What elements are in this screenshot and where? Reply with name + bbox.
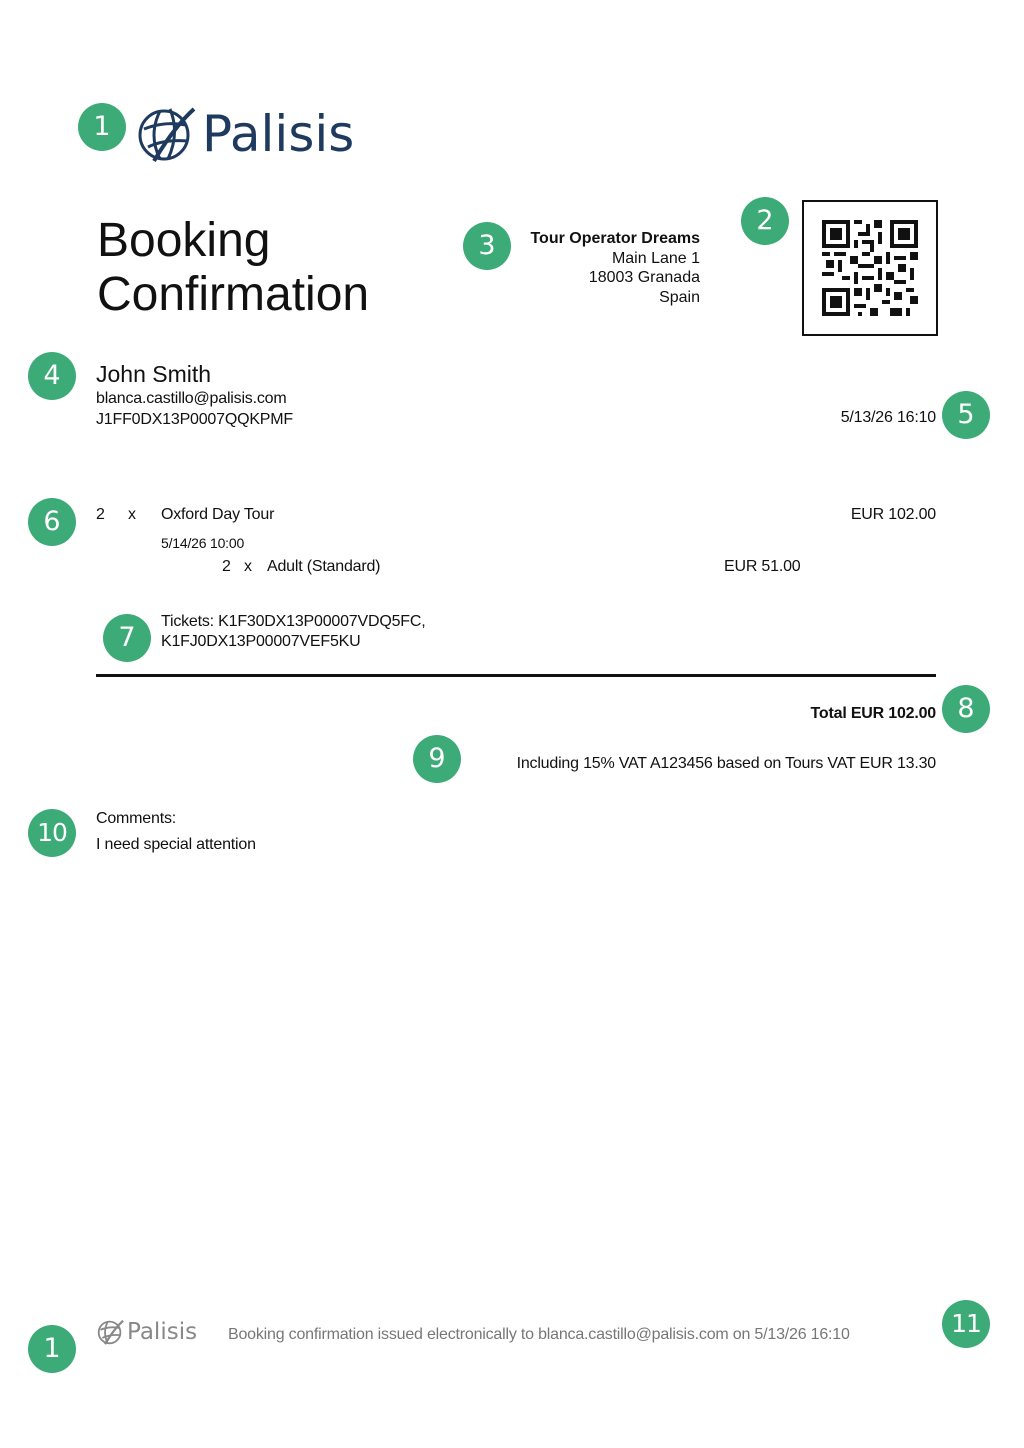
- annotation-badge-3: 3: [463, 222, 511, 270]
- booking-reference: J1FF0DX13P0007QQKPMF: [96, 411, 293, 428]
- comments-text: I need special attention: [96, 836, 256, 853]
- brand-name: Palisis: [202, 105, 355, 163]
- annotation-badge-8: 8: [942, 685, 990, 733]
- total-amount: Total EUR 102.00: [810, 705, 936, 722]
- footer-logo: [96, 1316, 197, 1348]
- qr-code-icon: [822, 220, 918, 316]
- tickets: [161, 612, 425, 652]
- annotation-badge-11: 11: [942, 1300, 990, 1348]
- sub-item-price: EUR 51.00: [724, 558, 801, 575]
- sub-item-qty: 2: [222, 558, 231, 575]
- customer-email: blanca.castillo@palisis.com: [96, 390, 287, 407]
- globe-swoosh-icon: [134, 103, 196, 165]
- issue-datetime: 5/13/26 16:10: [840, 409, 936, 426]
- page-title: [97, 214, 369, 322]
- operator-city: 18003 Granada: [588, 269, 700, 286]
- tickets-line1: Tickets: K1F30DX13P00007VDQ5FC,: [161, 613, 426, 630]
- annotation-badge-4: 4: [28, 352, 76, 400]
- globe-swoosh-icon: [96, 1318, 124, 1346]
- operator-name: Tour Operator Dreams: [530, 230, 700, 247]
- line-item-qty: 2: [96, 506, 105, 523]
- annotation-badge-7: 7: [103, 614, 151, 662]
- annotation-badge-1-footer: 1: [28, 1325, 76, 1373]
- annotation-badge-1: 1: [78, 103, 126, 151]
- line-item-price: EUR 102.00: [850, 506, 936, 523]
- line-item-datetime: 5/14/26 10:00: [161, 535, 245, 551]
- annotation-badge-2: 2: [741, 197, 789, 245]
- annotation-badge-6: 6: [28, 498, 76, 546]
- operator-country: Spain: [659, 288, 700, 306]
- footer-brand-name: Palisis: [127, 1319, 198, 1345]
- comments: [96, 806, 256, 858]
- sub-item-x: x: [244, 558, 252, 575]
- customer-info: [96, 360, 293, 430]
- operator-street: Main Lane 1: [611, 249, 700, 267]
- comments-label: Comments:: [96, 810, 176, 827]
- page-title-line1: Booking: [97, 214, 271, 267]
- qr-code: [802, 200, 938, 336]
- sub-item-product: Adult (Standard): [267, 558, 381, 575]
- operator-address: [500, 229, 700, 307]
- annotation-badge-5: 5: [942, 391, 990, 439]
- line-item-x: x: [128, 506, 136, 523]
- footer-text: Booking confirmation issued electronically to blanca.castillo@palisis.com on 5/13/26 16:10: [228, 1326, 850, 1343]
- annotation-badge-9: 9: [413, 735, 461, 783]
- customer-name: John Smith: [96, 361, 212, 387]
- tickets-line2: K1FJ0DX13P00007VEF5KU: [161, 633, 361, 650]
- brand-logo: [134, 102, 354, 166]
- annotation-badge-10: 10: [28, 809, 76, 857]
- line-item-product: Oxford Day Tour: [161, 506, 275, 523]
- vat-note: Including 15% VAT A123456 based on Tours VAT EUR 13.30: [516, 755, 936, 772]
- total-divider: [96, 674, 936, 677]
- page-title-line2: Confirmation: [97, 268, 370, 321]
